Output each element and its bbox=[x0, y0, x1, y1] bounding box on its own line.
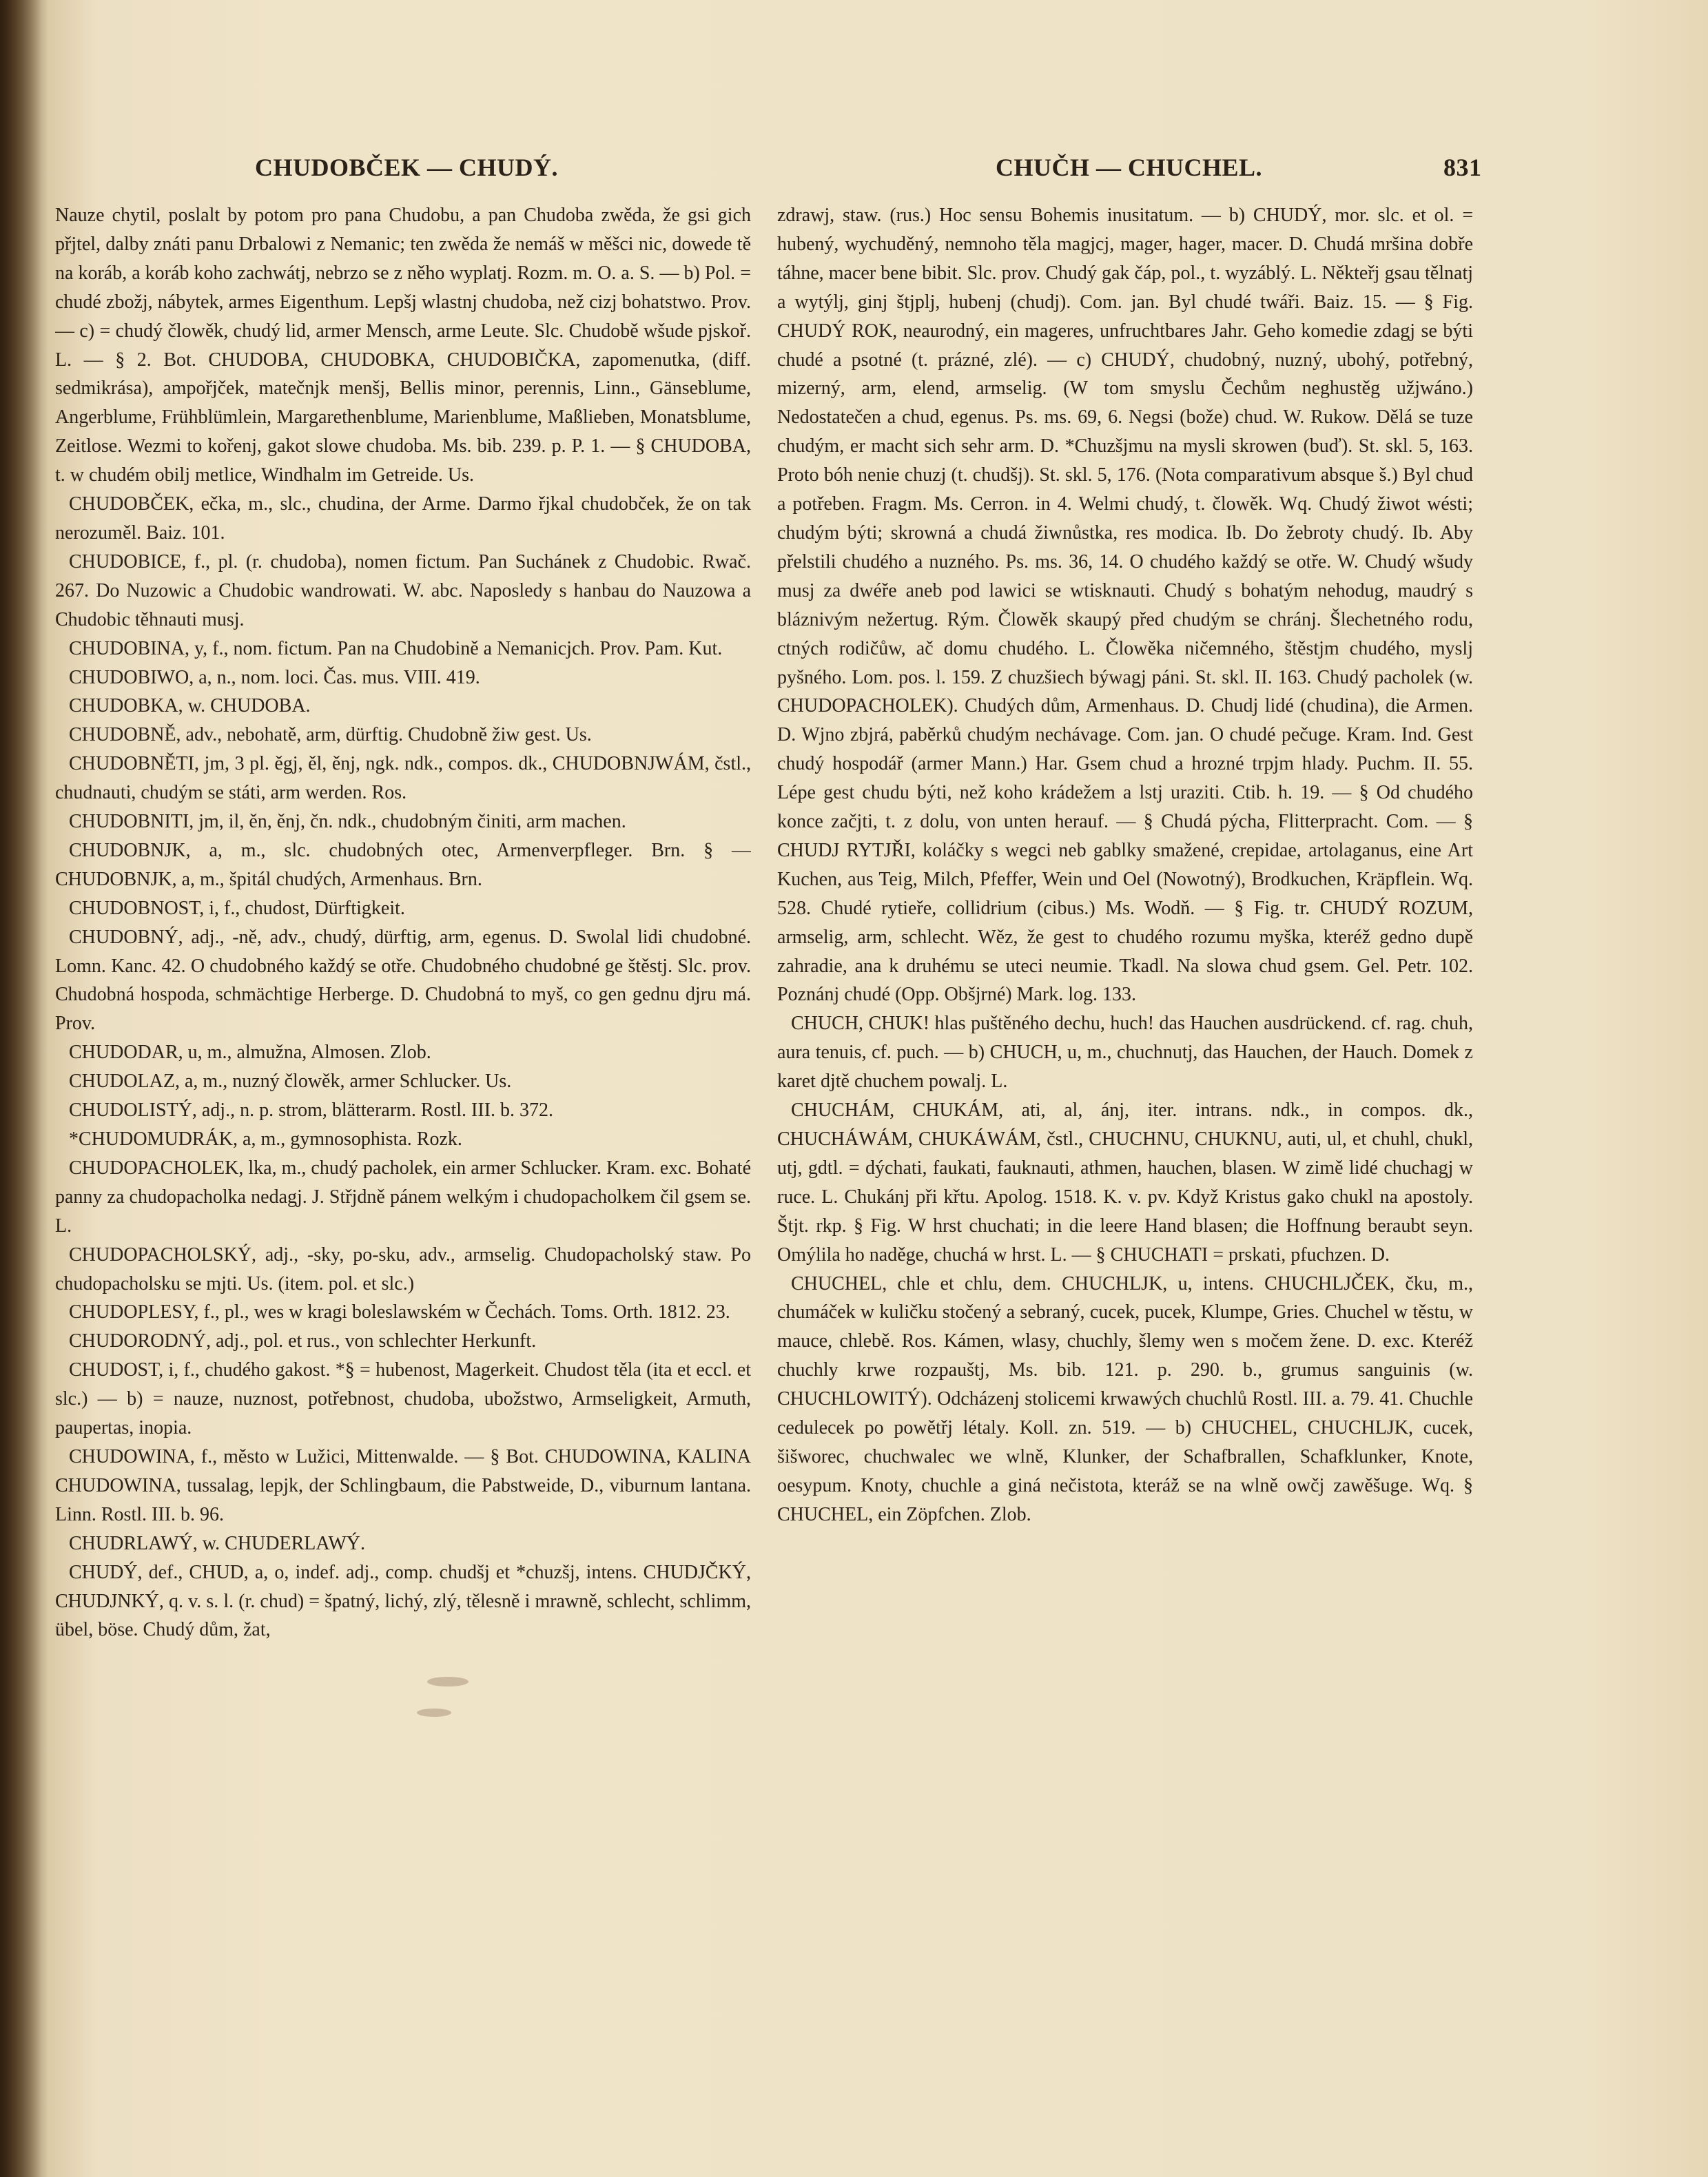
dictionary-entry: CHUCH, CHUK! hlas puštěného dechu, huch! das Hauchen ausdrückend. cf. rag. chuh, aura tenuis, cf. puch. — b) CHUCH, u, m., chuchnutj, das Hauchen, der Hauch. Domek z karet djtě chuchem powalj. L. bbox=[777, 1013, 1473, 1093]
dictionary-entry: *CHUDOMUDRÁK, a, m., gymnosophista. Rozk. bbox=[69, 1128, 462, 1150]
dictionary-entry: CHUDOWINA, f., město w Lužici, Mittenwalde. — § Bot. CHUDOWINA, KALINA CHUDOWINA, tussalag, lepjk, der Schlingbaum, die Pabstweide, D., viburnum lantana. Linn. Rostl. III. b. 96. bbox=[55, 1445, 751, 1525]
left-running-head: CHUDOBČEK — CHUDÝ. bbox=[255, 154, 559, 181]
dictionary-entry: CHUDOST, i, f., chudého gakost. *§ = hubenost, Magerkeit. Chudost těla (ita et eccl. et slc.) — b) = nauze, nuznost, potřebnost, chudoba, ubožstwo, Armseligkeit, Armuth, paupertas, inopia. bbox=[55, 1359, 751, 1439]
dictionary-entry: CHUDOLAZ, a, m., nuzný člowěk, armer Schlucker. Us. bbox=[69, 1071, 512, 1093]
dictionary-entry: Nauze chytil, poslalt by potom pro pana Chudobu, a pan Chudoba zwěda, že gsi gich přjtel, dalby znáti panu Drbalowi z Nemanic; ten zwěda že nemáš w měšci nic, dowede tě na koráb, a koráb koho zachwátj, nebrzo se z něho wyplatj. Rozm. m. O. a. S. — b) Pol. = chudé zbožj, nábytek, armes Eigenthum. Lepšj wlastnj chudoba, než cizj bohatstwo. Prov. — c) = chudý člowěk, chudý lid, armer Mensch, arme Leute. Slc. Chudobě wšude pjskoř. L. — § 2. Bot. CHUDOBA, CHUDOBKA, CHUDOBIČKA, zapomenutka, (diff. sedmikrása), ampořjček, matečnjk menšj, Bellis minor, perennis, Linn., Gänseblume, Angerblume, Frühblümlein, Margarethenblume, Marienblume, Maßlieben, Monatsblume, Zeitlose. Wezmi to kořenj, gakot slowe chudoba. Ms. bib. 239. p. P. 1. — § CHUDOBA, t. w chudém obilj metlice, Windhalm im Getreide. Us. bbox=[55, 205, 751, 486]
dictionary-entry: CHUCHEL, chle et chlu, dem. CHUCHLJK, u, intens. CHUCHLJČEK, čku, m., chumáček w kuličku stočený a sebraný, cucek, pucek, Klumpe, Gries. Chuchel w těstu, w mauce, chlebě. Ros. Kámen, wlasy, chuchly, šlemy wen s močem žene. D. exc. Kteréž chuchly krwe rozpauštj, Ms. bib. 121. p. 290. b., grumus sanguinis (w. CHUCHLOWITÝ). Odcházenj stolicemi krwawých chuchlů Rostl. III. a. 79. 41. Chuchle cedulecek po powětřj létaly. Koll. zn. 519. — b) CHUCHEL, CHUCHLJK, cucek, šišworec, chuchwalec we wlně, Klunker, der Schafbrallen, Schafklunker, Knote, oesypum. Knoty, chuchle a giná nečistota, kteráž se na wlně owčj zawěšuge. Wq. § CHUCHEL, ein Zöpfchen. Zlob. bbox=[777, 1272, 1473, 1525]
right-running-head: CHUČH — CHUCHEL. bbox=[996, 154, 1263, 181]
dictionary-entry: CHUDOBINA, y, f., nom. fictum. Pan na Chudobině a Nemanicjch. Prov. Pam. Kut. bbox=[69, 637, 723, 659]
dictionary-entry: CHUDÝ, def., CHUD, a, o, indef. adj., comp. chudšj et *chuzšj, intens. CHUDJČKÝ, CHUDJNKÝ, q. v. s. l. (r. chud) = špatný, lichý, zlý, tělesně i mrawně, schlecht, schlimm, übel, böse. Chudý dům, žat, bbox=[55, 1561, 751, 1641]
dictionary-entry: CHUDOBNĚ, adv., nebohatě, arm, dürftig. Chudobně žiw gest. Us. bbox=[69, 724, 592, 746]
ink-smudge bbox=[427, 1677, 469, 1686]
dictionary-entry: CHUDORODNÝ, adj., pol. et rus., von schlechter Herkunft. bbox=[69, 1330, 537, 1352]
dictionary-entry: CHUDOPLESY, f., pl., wes w kragi boleslawském w Čechách. Toms. Orth. 1812. 23. bbox=[69, 1301, 730, 1323]
dictionary-entry: CHUDRLAWÝ, w. CHUDERLAWÝ. bbox=[69, 1532, 365, 1554]
ink-smudge bbox=[417, 1709, 451, 1717]
dictionary-entry: CHUDOBČEK, ečka, m., slc., chudina, der Arme. Darmo řjkal chudobček, že on tak nerozuměl. Baiz. 101. bbox=[55, 493, 751, 544]
dictionary-entry: CHUDOBNOST, i, f., chudost, Dürftigkeit. bbox=[69, 897, 405, 919]
dictionary-entry: CHUDOBNITI, jm, il, ěn, ěnj, čn. ndk., chudobným činiti, arm machen. bbox=[69, 811, 626, 833]
page-header bbox=[0, 146, 1708, 187]
dictionary-entry: CHUDOBICE, f., pl. (r. chudoba), nomen fictum. Pan Suchánek z Chudobic. Rwač. 267. Do Nuzowic a Chudobic wandrowati. W. abc. Naposledy s hanbau do Nauzowa a Chudobic těhnauti musj. bbox=[55, 550, 751, 630]
dictionary-entry: CHUDOBIWO, a, n., nom. loci. Čas. mus. VIII. 419. bbox=[69, 666, 480, 688]
dictionary-entry: CHUDODAR, u, m., almužna, Almosen. Zlob. bbox=[69, 1042, 431, 1064]
dictionary-entry: CHUDOPACHOLSKÝ, adj., -sky, po-sku, adv., armselig. Chudopacholský staw. Po chudopacholsku se mjti. Us. (item. pol. et slc.) bbox=[55, 1244, 751, 1294]
dictionary-entry: CHUCHÁM, CHUKÁM, ati, al, ánj, iter. intrans. ndk., in compos. dk., CHUCHÁWÁM, CHUKÁWÁM, čstl., CHUCHNU, CHUKNU, auti, ul, et chuhl, chukl, utj, gdtl. = dýchati, faukati, fauknauti, athmen, hauchen, blasen. W zimě lidé chuchagj w ruce. L. Chukánj při křtu. Apolog. 1518. K. v. pv. Když Kristus gako chukl na apostoly. Štjt. rkp. § Fig. W hrst chuchati; in die leere Hand blasen; die Hoffnung beraubt seyn. Omýlila ho naděge, chuchá w hrst. L. — § CHUCHATI = prskati, pfuchzen. D. bbox=[777, 1100, 1473, 1266]
right-column bbox=[777, 201, 1473, 2103]
dictionary-entry: CHUDOPACHOLEK, lka, m., chudý pacholek, ein armer Schlucker. Kram. exc. Bohaté panny za chudopacholka nedagj. J. Střjdně pánem welkým i chudopacholkem čil gsem se. L. bbox=[55, 1157, 751, 1237]
dictionary-entry: CHUDOBNÝ, adj., -ně, adv., chudý, dürftig, arm, egenus. D. Swolal lidi chudobné. Lomn. Kanc. 42. O chudobného každý se otře. Chudobného chudobné ge štěstj. Slc. prov. Chudobná hospoda, schmächtige Herberge. D. Chudobná to myš, co gen gednu djru má. Prov. bbox=[55, 926, 751, 1035]
dictionary-entry: CHUDOBNĚTI, jm, 3 pl. ěgj, ěl, ěnj, ngk. ndk., compos. dk., CHUDOBNJWÁM, čstl., chudnauti, chudým se státi, arm werden. Ros. bbox=[55, 753, 751, 804]
dictionary-entry: CHUDOBKA, w. CHUDOBA. bbox=[69, 695, 311, 717]
book-spine-shadow bbox=[0, 0, 48, 2177]
dictionary-entry: zdrawj, staw. (rus.) Hoc sensu Bohemis inusitatum. — b) CHUDÝ, mor. slc. et ol. = hubený, wychuděný, nemnoho těla magjcj, mager, hager, macer. D. Chudá mršina dobře táhne, macer bene bibit. Slc. prov. Chudý gak čáp, pol., t. wyzáblý. L. Někteřj gsau tělnatj a wytýlj, ginj štjplj, hubenj (chudj). Com. jan. Byl chudé twáři. Baiz. 15. — § Fig. CHUDÝ ROK, neaurodný, ein mageres, unfruchtbares Jahr. Geho komedie zdagj se býti chudé a psotné (t. prázné, zlé). — c) CHUDÝ, chudobný, nuzný, ubohý, potřebný, mizerný, arm, elend, armselig. (W tom smyslu Čechům neghustěg užjwáno.) Nedostatečen a chud, egenus. Ps. ms. 69, 6. Negsi (bože) chud. W. Rukow. Dělá se tuze chudým, er macht sich sehr arm. D. *Chuzšjmu na mysli skrowen (buď). St. skl. 5, 163. Proto bóh nenie chuzj (t. chudšj). St. skl. 5, 176. (Nota comparativum absque š.) Byl chud a potřeben. Fragm. Ms. Cerron. in 4. Welmi chudý, t. člowěk. Wq. Chudý žiwot wésti; chudým býti; skrowná a chudá žiwnůstka, res modica. Ib. Do žebroty chudý. Ib. Aby přelstili chudého a nuzného. Ps. ms. 36, 14. O chudého každý se otře. W. Chudý wšudy musj za dwéře aneb pod lawici se wtisknauti. Chudý s bohatým nehodug, maudrý s bláznivým nežertug. Rým. Člowěk skaupý před chudým se chránj. Šlechetného rodu, ctných rodičůw, ač domu chudého. L. Člowěka ničemného, štěstjm chudého, myslj pyšného. Lom. pos. l. 159. Z chuzšiech býwagj páni. St. skl. II. 163. Chudý pacholek (w. CHUDOPACHOLEK). Chudých dům, Armenhaus. D. Chudj lidé (chudina), die Armen. D. Wjno zbjrá, paběrků chudým nechávage. Com. jan. O chudé pečuge. Kram. Ind. Gest chudý hospodář (armer Mann.) Har. Gsem chud a hrozné trpjm hlady. Puchm. II. 55. Lépe gest chudu býti, než koho krádežem a lstj uraziti. Ctib. h. 19. — § Od chudého konce začjti, t. z dolu, von unten herauf. — § Chudá pýcha, Flitterpracht. Com. — § CHUDJ RYTJŘI, koláčky s wegci neb gablky smažené, crepidae, artolaganus, eine Art Kuchen, aus Teig, Milch, Pfeffer, Wein und Oel (Nowotný), Brodkuchen, Kräpflein. Wq. 528. Chudé rytieře, collidrium (cibus.) Ms. Wodň. — § Fig. tr. CHUDÝ ROZUM, armselig, arm, schlecht. Wěz, že gest to chudého rozumu myška, kteréž gedno dupě zahradie, ana k druhému se uteci neumie. Tkadl. Na slowa chud gsem. Gel. Petr. 102. Poznánj chudé (Opp. Obšjrné) Mark. log. 133. bbox=[777, 205, 1473, 1006]
dictionary-entry: CHUDOBNJK, a, m., slc. chudobných otec, Armenverpfleger. Brn. § — CHUDOBNJK, a, m., špitál chudých, Armenhaus. Brn. bbox=[55, 839, 751, 890]
page-number: 831 bbox=[1443, 154, 1482, 181]
left-column bbox=[55, 201, 751, 2103]
dictionary-entry: CHUDOLISTÝ, adj., n. p. strom, blätterarm. Rostl. III. b. 372. bbox=[69, 1100, 554, 1122]
